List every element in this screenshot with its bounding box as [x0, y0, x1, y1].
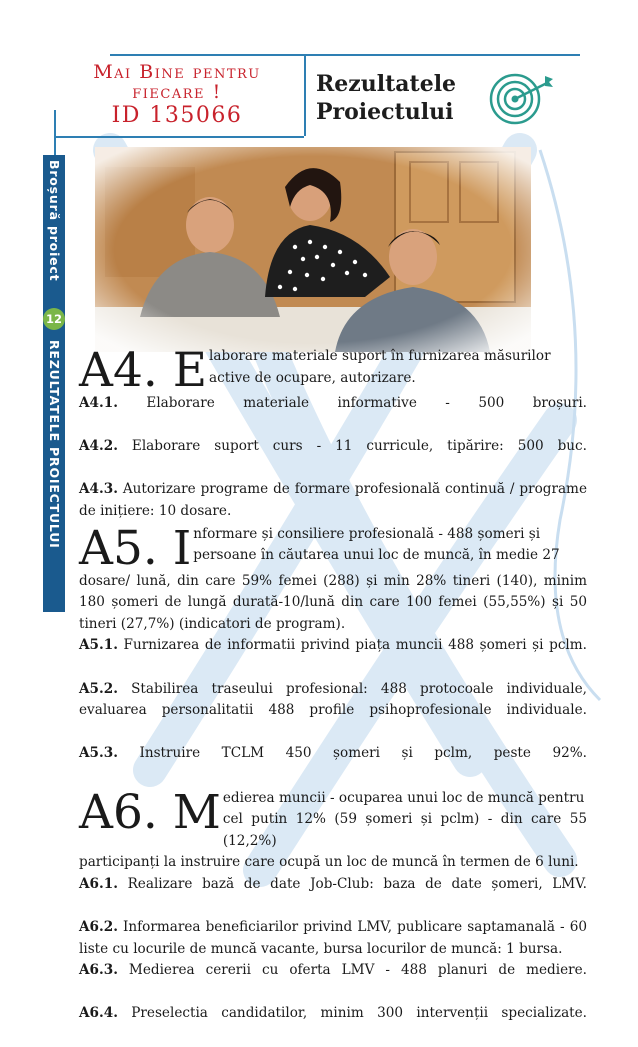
list-item-a6-1 [79, 874, 587, 917]
item-text: Preselectia candidatilor, minim 300 intervenții specializate. [131, 1005, 587, 1022]
section-title-line2: Proiectului [316, 99, 454, 126]
frame-line-step [54, 136, 304, 138]
activity-a4-line1: laborare materiale suport în furnizarea măsurilor [209, 348, 551, 364]
item-text: Elaborare suport curs - 11 curricule, tipărire: 500 buc. [131, 438, 587, 455]
activity-a6-line2: cel putin 12% (59 șomeri și pclm) - din care 55 (12,2%) [222, 811, 587, 849]
item-id: A4.2. [79, 438, 118, 455]
photo-illustration [95, 147, 531, 352]
project-photo [95, 147, 531, 352]
activity-a5-description [79, 571, 587, 636]
item-text: Realizare bază de date Job-Club: baza de date șomeri, LMV. [127, 875, 587, 892]
brochure-label: Broșură proiect [47, 160, 62, 282]
item-id: A5.1. [79, 637, 118, 654]
item-id: A4.3. [79, 481, 118, 498]
activity-a6-rest: participanți la instruire care ocupă un loc de muncă în termen de 6 luni. [79, 854, 579, 871]
page-number-badge: 12 [43, 308, 65, 330]
section-title [316, 70, 456, 126]
item-id: A5.2. [79, 680, 118, 697]
item-text: Furnizarea de informatii privind piața muncii 488 șomeri și pclm. [123, 637, 587, 654]
project-id: ID 135066 [111, 102, 243, 128]
activity-a4-number: A4. E [79, 343, 208, 398]
item-id: A6.3. [79, 962, 118, 979]
content-body [79, 343, 588, 1047]
activity-a5-line1: nformare și consiliere profesională - 488 șomeri și [193, 525, 541, 542]
activity-a6-description [79, 852, 587, 874]
list-item-a4-1 [79, 393, 587, 436]
section-title-line1: Rezultatele [316, 71, 457, 97]
list-item-a5-1 [79, 635, 587, 678]
item-id: A6.1. [79, 875, 118, 892]
list-item-a6-4 [79, 1003, 587, 1046]
item-text: Informarea beneficiarilor privind LMV, publicare saptamanală - 60 liste cu locurile de muncă vacante, bursa locurilor de muncă: 1 bursa. [79, 919, 587, 957]
section-label: REZULTATELE PROIECTULUI [47, 340, 62, 549]
activity-a5-line2: persoane în căutarea unui loc de muncă, în medie 27 [193, 547, 560, 564]
item-id: A6.2. [79, 919, 118, 936]
activity-a5-heading [193, 524, 587, 567]
activity-a6 [79, 784, 587, 853]
frame-line-vert [304, 54, 306, 136]
activity-a4-line2: active de ocupare, autorizare. [209, 369, 416, 386]
item-id: A6.4. [79, 1005, 118, 1022]
item-text: Instruire TCLM 450 șomeri și pclm, peste 92%. [139, 745, 587, 762]
item-id: A4.1. [79, 395, 118, 411]
list-item-a4-2 [79, 436, 587, 479]
list-item-a4-3 [79, 479, 587, 522]
project-title [56, 63, 298, 127]
item-text: Autorizare programe de formare profesională continuă / programe de inițiere: 10 dosare. [79, 481, 587, 519]
project-title-line1: Mai Bine pentru [93, 61, 261, 83]
activity-a4 [79, 343, 587, 398]
activity-a6-number: A6. M [79, 784, 221, 840]
item-id: A5.3. [79, 745, 118, 762]
item-text: Medierea cererii cu oferta LMV - 488 planuri de mediere. [128, 962, 587, 979]
frame-line-top [110, 54, 580, 56]
item-text: Elaborare materiale informative - 500 broșuri. [146, 395, 588, 411]
activity-a4-heading [209, 346, 587, 389]
list-item-a6-2 [79, 917, 587, 960]
list-item-a6-3 [79, 960, 587, 1003]
activity-a5-number: A5. I [79, 520, 192, 576]
target-icon [487, 70, 557, 128]
activity-a5 [79, 520, 587, 576]
list-item-a5-3 [79, 743, 587, 786]
activity-a6-heading [223, 788, 587, 853]
activity-a6-line1: edierea muncii - ocuparea unui loc de muncă pentru [222, 789, 585, 806]
activity-a5-rest: dosare/ lună, din care 59% femei (288) și min 28% tineri (140), minim 180 șomeri de lungă durată-10/lună din care 100 femei (55,55%) și 50 tineri (27,7%) (indicatori de program). [79, 572, 587, 632]
project-title-line2: fiecare ! [132, 80, 222, 103]
list-item-a5-2 [79, 679, 587, 744]
item-text: Stabilirea traseului profesional: 488 protocoale individuale, evaluarea personalitatii 488 profile psihoprofesionale individuale. [79, 680, 587, 719]
